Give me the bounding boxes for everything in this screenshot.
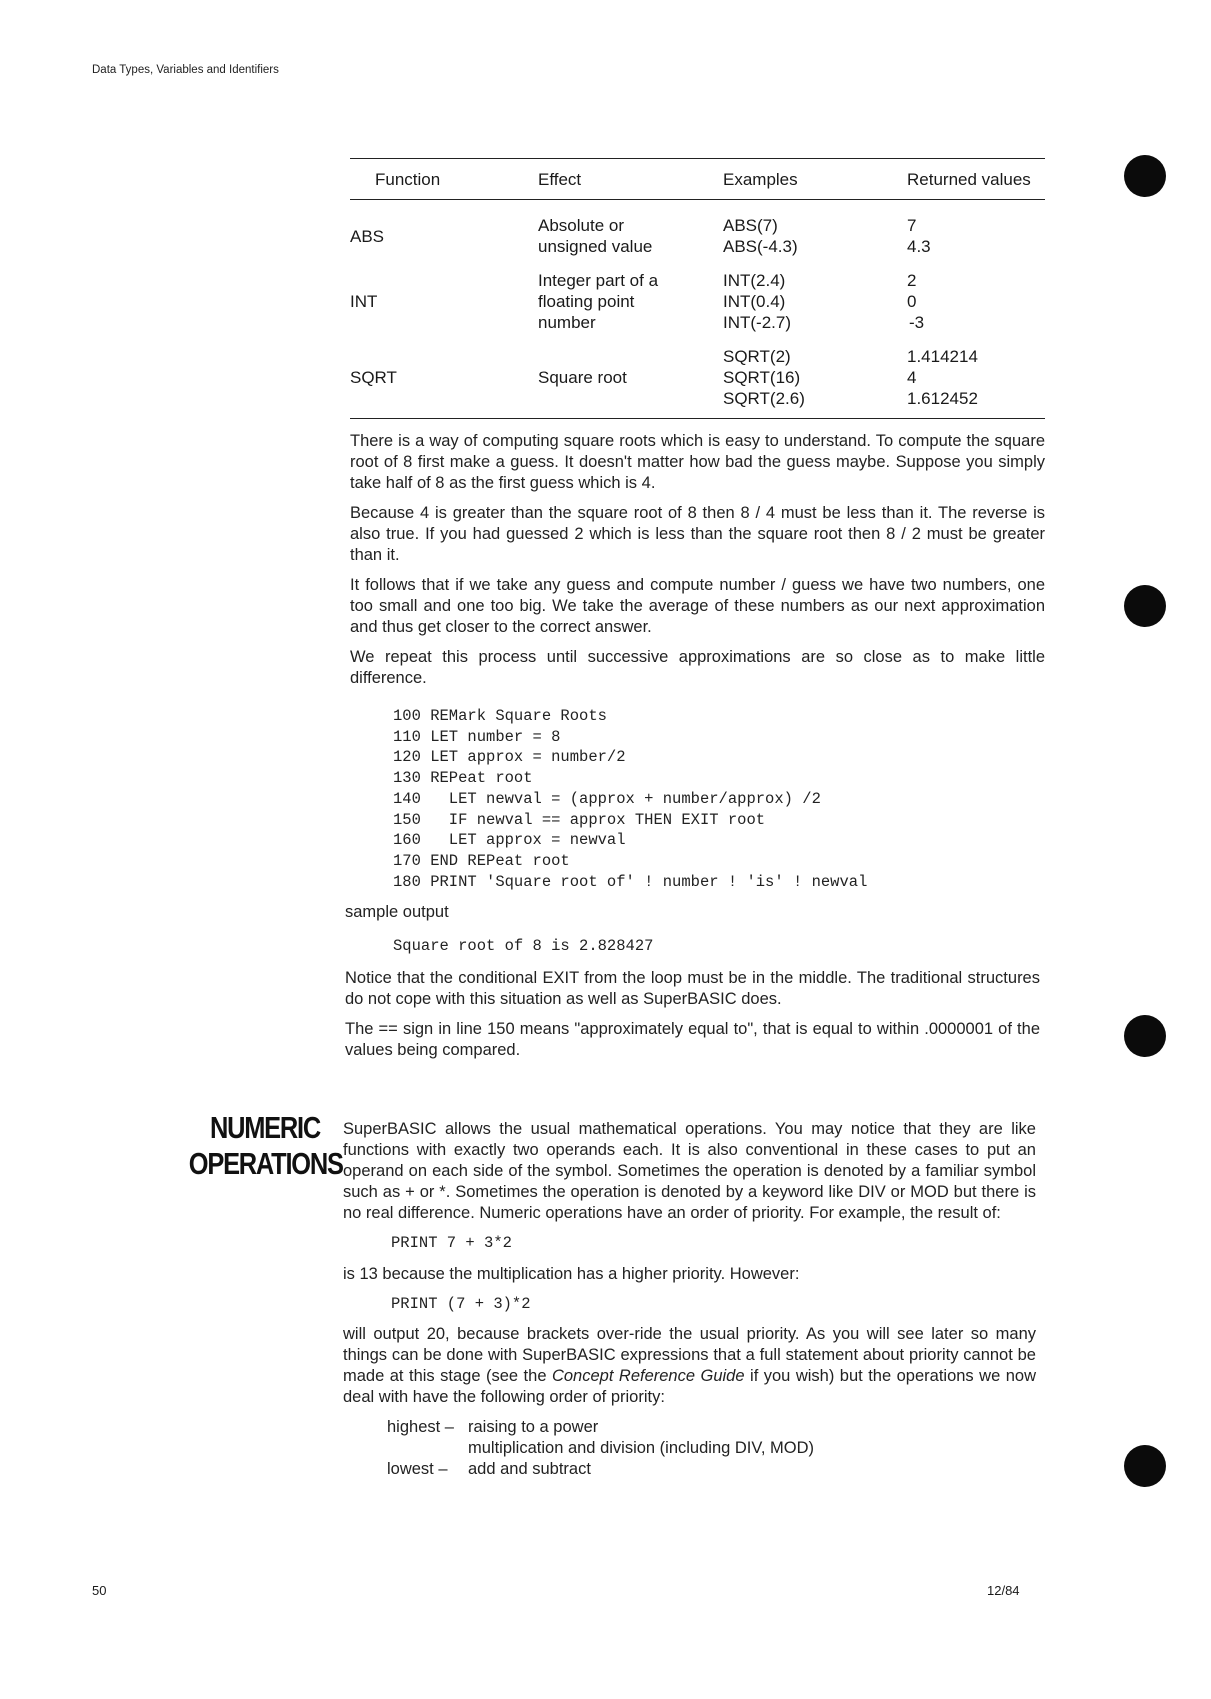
table-row [350,200,1045,268]
returned-cell: 2 0 -3 [907,271,925,332]
notice-block [345,968,1040,1070]
column-header: Returned values [907,159,1045,200]
paragraph: SuperBASIC allows the usual mathematical operations. You may notice that they are like functions with exactly two operands each. It is also conventional in these cases to put an operand on each side of the symbol. Sometimes the operation is denoted by a familiar symbol such as + or *. Sometimes the operation is denoted by a keyword like DIV or MOD but there is no real difference. Numeric operations have an order of priority. For example, the result of: [343,1120,1036,1222]
running-header: Data Types, Variables and Identifiers [92,64,279,76]
sample-output-label: sample output [345,903,449,921]
function-name: INT [350,292,378,311]
page-number: 50 [92,1583,107,1598]
page-date: 12/84 [987,1583,1020,1598]
returned-cell: 1.414214 4 1.612452 [907,347,978,408]
code-line: 100 REMark Square Roots [393,707,607,725]
sample-output: Square root of 8 is 2.828427 [393,937,654,955]
paragraph: Because 4 is greater than the square root of 8 then 8 / 4 must be less than it. The reverse is also true. If you had guessed 2 which is less than the square root then 8 / 2 must be greater than it. [350,504,1045,564]
examples-cell: INT(2.4) INT(0.4) INT(-2.7) [723,271,791,332]
code-line: 140 LET newval = (approx + number/approx) /2 [393,789,821,808]
paragraph: Notice that the conditional EXIT from the loop must be in the middle. The traditional structures do not cope with this situation as well as SuperBASIC does. [345,969,1040,1008]
column-header: Function [350,159,538,200]
effect-cell: Absolute or unsigned value [538,216,653,256]
priority-row: lowest – add and subtract [387,1460,591,1479]
program-listing [393,706,1033,892]
code-line: 110 LET number = 8 [393,727,561,746]
paragraph: We repeat this process until successive approximations are so close as to make little difference. [350,648,1045,687]
priority-row: highest – raising to a power [387,1418,599,1437]
paragraph: There is a way of computing square roots which is easy to understand. To compute the square root of 8 first make a guess. It doesn't matter how bad the guess maybe. Suppose you simply take half of 8 as the first guess which is 4. [350,432,1045,492]
code-line: 130 REPeat root [393,769,533,788]
binder-hole [1124,585,1166,627]
code-line: 160 LET approx = newval [393,831,626,850]
function-name: ABS [350,226,385,246]
code-line: 120 LET approx = number/2 [393,748,626,767]
examples-cell: ABS(7) ABS(-4.3) [723,216,798,256]
function-name: SQRT [350,368,397,387]
section-heading: NUMERIC OPERATIONS [188,1110,343,1181]
code-line: 180 PRINT 'Square root of' ! number ! 'is' ! newval [393,872,868,891]
functions-table [350,158,1045,419]
paragraph: is 13 because the multiplication has a higher priority. However: [343,1264,800,1283]
code-line: 170 END REPeat root [393,851,570,870]
effect-cell: Square root [538,368,627,387]
priority-row: multiplication and division (including DIV, MOD) [468,1439,815,1458]
paragraph: will output 20, because brackets over-ride the usual priority. As you will see later so many things can be done with SuperBASIC expressions that a full statement about priority cannot be made at this stage (see the Concept Reference Guide if you wish) but the operations we now deal with have the following order of priority: [343,1325,1036,1407]
paragraph: It follows that if we take any guess and compute number / guess we have two numbers, one too small and one too big. We take the average of these numbers as our next approximation and thus get closer to the correct answer. [350,576,1045,636]
binder-hole [1124,1445,1166,1487]
column-header: Examples [723,159,907,200]
table-row [350,343,1045,419]
code-line: 150 IF newval == approx THEN EXIT root [393,810,766,829]
priority-list [387,1417,1036,1480]
table-header-row [350,159,1045,200]
returned-cell: 7 4.3 [907,216,931,256]
code-example: PRINT (7 + 3)*2 [391,1294,531,1313]
binder-hole [1124,1015,1166,1057]
effect-cell: Integer part of a floating point number [538,271,659,332]
explanation-block [350,431,1045,698]
paragraph: The == sign in line 150 means "approximately equal to", that is equal to within .0000001 of the values being compared. [345,1020,1040,1059]
binder-hole [1124,155,1166,197]
table-row [350,267,1045,343]
examples-cell: SQRT(2) SQRT(16) SQRT(2.6) [723,347,805,408]
reference-title: Concept Reference Guide [551,1367,745,1386]
column-header: Effect [538,159,723,200]
code-example: PRINT 7 + 3*2 [391,1234,512,1252]
numeric-operations-body [343,1119,1036,1480]
